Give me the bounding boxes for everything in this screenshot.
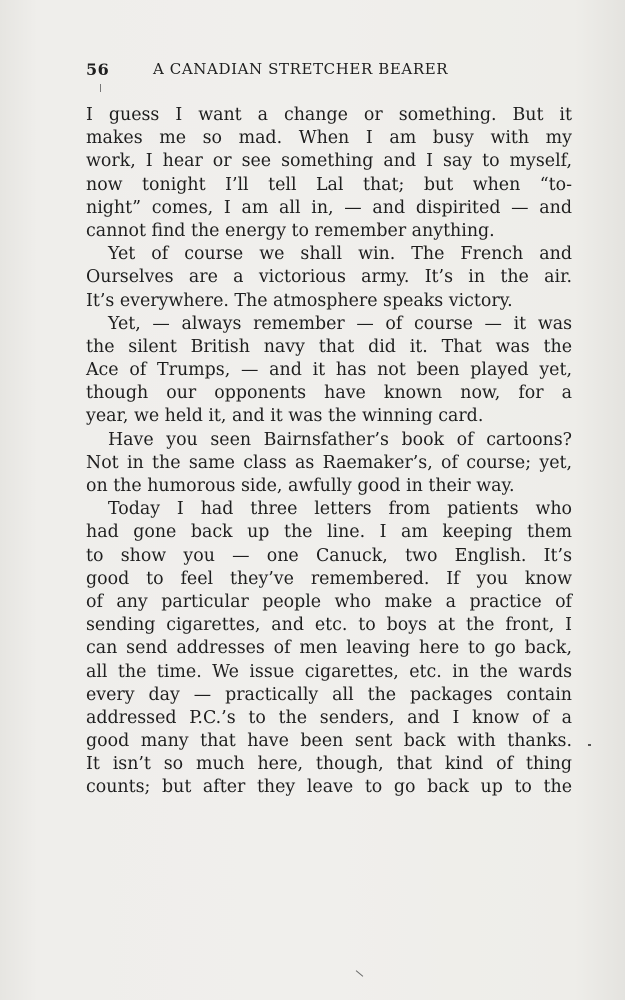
text-line: sending cigarettes, and etc. to boys at the front, I xyxy=(86,615,572,636)
text-line: It isn’t so much here, though, that kind of thing xyxy=(86,754,572,775)
text-line: Have you seen Bairnsfather’s book of cartoons? xyxy=(108,429,572,450)
text-line: had gone back up the line. I am keeping them xyxy=(86,522,572,543)
running-head xyxy=(86,60,556,84)
text-line: Today I had three letters from patients who xyxy=(108,499,572,520)
text-line: can send addresses of men leaving here to go back, xyxy=(86,638,572,659)
text-line: makes me so mad. When I am busy with my xyxy=(86,128,572,149)
text-line: Ace of Trumps, — and it has not been played yet, xyxy=(86,360,572,381)
text-line: counts; but after they leave to go back up to the xyxy=(86,777,572,798)
running-head-title: A CANADIAN STRETCHER BEARER xyxy=(153,60,449,78)
text-line: good many that have been sent back with thanks. xyxy=(86,731,572,752)
print-speck xyxy=(100,84,101,92)
text-line: every day — practically all the packages contain xyxy=(86,684,572,705)
bottom-speck xyxy=(356,970,364,977)
text-line: all the time. We issue cigarettes, etc. in the wards xyxy=(86,661,572,682)
text-line: addressed P.C.’s to the senders, and I know of a xyxy=(86,707,572,728)
text-line: work, I hear or see something and I say to myself, xyxy=(86,151,572,172)
text-line: It’s everywhere. The atmosphere speaks victory. xyxy=(86,290,513,311)
text-line: Yet, — always remember — of course — it was xyxy=(108,313,572,334)
text-line: I guess I want a change or something. But it xyxy=(86,105,572,125)
text-line: now tonight I’ll tell Lal that; but when “to- xyxy=(86,174,572,195)
margin-speck xyxy=(588,744,591,746)
text-line: year, we held it, and it was the winning card. xyxy=(86,406,484,427)
page-number: 56 xyxy=(86,60,110,79)
text-line: night” comes, I am all in, — and dispirited — and xyxy=(86,197,572,218)
text-line: cannot find the energy to remember anything. xyxy=(86,220,495,241)
text-line: to show you — one Canuck, two English. It’s xyxy=(86,545,572,566)
text-line: though our opponents have known now, for a xyxy=(86,383,572,404)
text-line: of any particular people who make a practice of xyxy=(86,591,572,612)
text-line: Not in the same class as Raemaker’s, of course; yet, xyxy=(86,452,572,473)
text-line: good to feel they’ve remembered. If you know xyxy=(86,568,572,589)
text-line: Ourselves are a victorious army. It’s in the air. xyxy=(86,267,572,288)
text-line: on the humorous side, awfully good in their way. xyxy=(86,476,515,496)
text-line: the silent British navy that did it. That was the xyxy=(86,336,572,357)
body-text xyxy=(86,104,572,800)
text-line: Yet of course we shall win. The French and xyxy=(108,244,572,265)
